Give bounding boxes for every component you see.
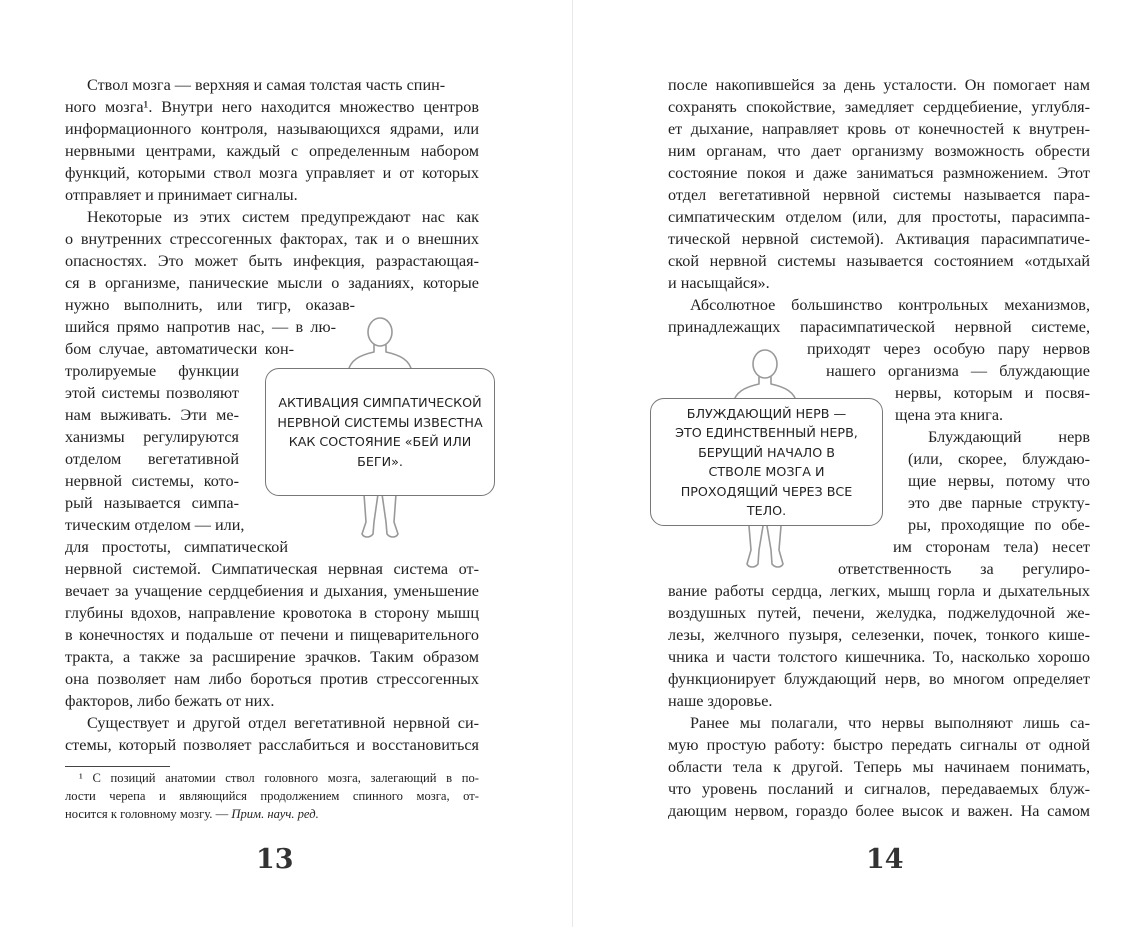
right-line: нервы, которым и посвя- [895, 384, 1090, 402]
callout-text: АКТИВАЦИЯ СИМПАТИЧЕСКОЙ НЕРВНОЙ СИСТЕМЫ ИЗВЕСТНА КАК СОСТОЯНИЕ «БЕЙ ИЛИ БЕГИ». [277, 395, 483, 469]
right-line: вание работы сердца, легких, мышц горла и дыхательных [668, 582, 1090, 600]
vagus-callout [650, 398, 883, 526]
left-line: нам выживать. Эти ме- [65, 406, 239, 424]
left-line: она позволяет нам либо бороться против стрессогенных [65, 670, 479, 688]
left-line: нервными центрами, каждый с определенным набором [65, 142, 479, 160]
left-line: в конечностях и подальше от печени и пищеварительного [65, 626, 479, 644]
left-line: функций, которыми ствол мозга управляет и от которых [65, 164, 479, 182]
right-line: принадлежащих парасимпатической нервной системе, [668, 318, 1090, 336]
right-line: состояние покоя и даже заниматься размножением. Этот [668, 164, 1090, 182]
left-line: ся в организме, панические мысли о заданиях, которые [65, 274, 479, 292]
right-line: ской нервной системы называется состоянием «отдыхай [668, 252, 1090, 270]
left-line: глубины вдохов, направление кровотока в сторону мышц [65, 604, 479, 622]
left-line: нервной системой. Симпатическая нервная система от- [65, 560, 479, 578]
right-line: наше здоровье. [668, 692, 773, 710]
right-line: тической нервной системой). Активация парасимпатиче- [668, 230, 1090, 248]
right-line: щие нервы, потому что [908, 472, 1090, 490]
left-line: опасностях. Это может быть инфекция, разрастающая- [65, 252, 479, 270]
right-line: дающим нервом, гораздо более высок и важен. На самом [668, 802, 1090, 820]
left-line: бом случае, автоматически кон- [65, 340, 294, 358]
left-line: ханизмы регулируются [65, 428, 239, 446]
left-line: тролируемые функции [65, 362, 239, 380]
left-line: вечает за учащение сердцебиения и дыхания, уменьшение [65, 582, 479, 600]
right-line: нашего организма — блуждающие [826, 362, 1090, 380]
left-line: тическим отделом — или, [65, 516, 245, 534]
right-line: им сторонам тела) несет [893, 538, 1090, 556]
left-line: отделом вегетативной [65, 450, 239, 468]
left-line: рый называется симпа- [65, 494, 239, 512]
right-line: и насыщайся». [668, 274, 770, 292]
right-line: что уровень посланий и сигналов, передаваемых блуж- [668, 780, 1090, 798]
right-line: ет дыхание, направляет кровь от конечностей к внутрен- [668, 120, 1090, 138]
footnote-rule [65, 766, 170, 767]
right-line: ры, проходящие по обе- [908, 516, 1090, 534]
right-line: мую простую работу: быстро передать сигналы от одной [668, 736, 1090, 754]
left-line: Существует и другой отдел вегетативной нервной си- [87, 714, 479, 732]
right-line: Блуждающий нерв [928, 428, 1090, 446]
left-line: для простоты, симпатической [65, 538, 288, 556]
callout-text: БЛУЖДАЮЩИЙ НЕРВ — ЭТО ЕДИНСТВЕННЫЙ НЕРВ, БЕРУЩИЙ НАЧАЛО В СТВОЛЕ МОЗГА И ПРОХОДЯЩИЙ ЧЕРЕЗ ВСЕ ТЕЛО. [675, 405, 858, 518]
right-line: ответственность за регулиро- [838, 560, 1090, 578]
left-line: нужно выполнить, или тигр, оказав- [65, 296, 355, 314]
right-line: приходят через особую пару нервов [807, 340, 1090, 358]
right-line: ним органам, что дает организму возможность обрести [668, 142, 1090, 160]
sympathetic-callout [265, 368, 495, 496]
footnote-line: ¹ С позиций анатомии ствол головного мозга, залегающий в по- [79, 771, 479, 785]
right-line: сохранять спокойствие, замедляет сердцебиение, углубля- [668, 98, 1090, 116]
left-line: шийся прямо напротив нас, — в лю- [65, 318, 336, 336]
page-gutter [572, 0, 573, 927]
right-line: функционирует блуждающий нерв, во многом определяет [668, 670, 1090, 688]
right-line: это две парные структу- [908, 494, 1090, 512]
left-line: о внутренних стрессогенных факторах, так и о внешних [65, 230, 479, 248]
footnote-line: лости черепа и являющийся продолжением спинного мозга, от- [65, 789, 479, 803]
left-line: ного мозга¹. Внутри него находится множество центров [65, 98, 479, 116]
left-line: факторов, либо бежать от них. [65, 692, 275, 710]
right-line: Ранее мы полагали, что нервы выполняют лишь са- [690, 714, 1090, 732]
left-line: этой системы позволяют [65, 384, 239, 402]
footnote-line: носится к головному мозгу. — Прим. науч. ред. [65, 807, 319, 821]
page-number-right: 14 [866, 844, 904, 875]
left-line: информационного контроля, называющихся ядрами, или [65, 120, 479, 138]
left-line: стемы, который позволяет расслабиться и восстановиться [65, 736, 479, 754]
page-number-left: 13 [256, 844, 294, 875]
left-line: Ствол мозга — верхняя и самая толстая часть спин- [87, 76, 446, 94]
right-line: воздушных путей, печени, желудка, поджелудочной же- [668, 604, 1090, 622]
right-line: симпатическим отделом (или, для простоты, парасимпа- [668, 208, 1090, 226]
right-line: чника и части толстого кишечника. То, насколько хорошо [668, 648, 1090, 666]
right-line: отдел вегетативной нервной системы называется пара- [668, 186, 1090, 204]
left-line: тракта, а также за расширение зрачков. Таким образом [65, 648, 479, 666]
right-line: после накопившейся за день усталости. Он помогает нам [668, 76, 1090, 94]
right-line: Абсолютное большинство контрольных механизмов, [690, 296, 1090, 314]
right-line: области тела к другой. Теперь мы начинаем понимать, [668, 758, 1090, 776]
left-line: отправляет и принимает сигналы. [65, 186, 298, 204]
left-line: Некоторые из этих систем предупреждают нас как [87, 208, 479, 226]
right-line: щена эта книга. [895, 406, 1004, 424]
right-line: лезы, желчного пузыря, селезенки, почек, тонкого кише- [668, 626, 1090, 644]
left-line: нервной системы, кото- [65, 472, 239, 490]
right-line: (или, скорее, блуждаю- [908, 450, 1090, 468]
